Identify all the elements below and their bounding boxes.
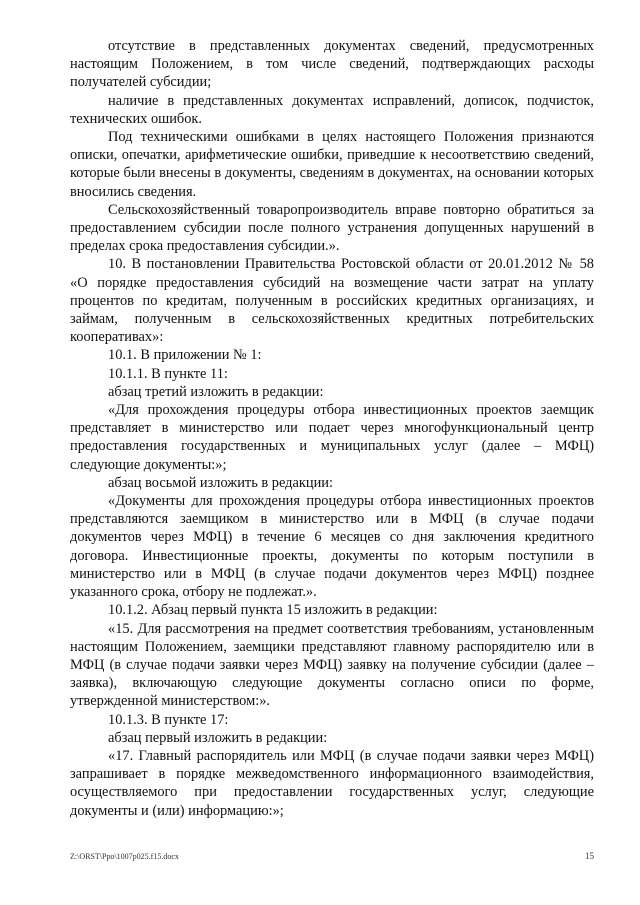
paragraph: «17. Главный распорядитель или МФЦ (в случае подачи заявки через МФЦ) запрашивает в порядке межведомственного информационного взаимодействия, осуществляемого при предоставлении государственных услуг, следующие документы и (или) информацию:»;: [70, 747, 594, 819]
paragraph: «15. Для рассмотрения на предмет соответствия требованиям, установленным настоящим Положением, заемщики представляют главному распорядителю или в МФЦ (в случае подачи заявки через МФЦ) заявку на получение субсидии (далее – заявка), включающую следующие документы согласно описи по форме, утвержденной министерством:».: [70, 620, 594, 710]
paragraph: «Документы для прохождения процедуры отбора инвестиционных проектов представляются заемщиком в министерство или в МФЦ (в случае подачи документов через МФЦ) в течение 6 месяцев со дня заключения кредитного договора. Инвестиционные проекты, документы по которым поступили в министерство или в МФЦ (в случае подачи документов через МФЦ) позднее указанного срока, отбору не подлежат.».: [70, 493, 594, 601]
paragraph: отсутствие в представленных документах сведений, предусмотренных настоящим Положением, в том числе сведений, подтверждающих расходы получателей субсидии;: [70, 38, 594, 91]
paragraph: Под техническими ошибками в целях настоящего Положения признаются описки, опечатки, арифметические ошибки, приведшие к несоответствию сведений, которые были внесены в документы, сведениям в документах, на основании которых вносились сведения.: [70, 129, 594, 200]
paragraph: «Для прохождения процедуры отбора инвестиционных проектов заемщик представляет в министерство или подает через многофункциональный центр предоставления государственных и муниципальных услуг (далее – МФЦ) следующие документы:»;: [70, 402, 594, 473]
page-number: 15: [585, 851, 594, 861]
paragraph: Сельскохозяйственный товаропроизводитель вправе повторно обратиться за предоставлением субсидии после полного устранения допущенных нарушений в пределах срока предоставления субсидии.».: [70, 201, 594, 255]
paragraph: 10.1. В приложении № 1:: [108, 347, 262, 364]
paragraph: абзац восьмой изложить в редакции:: [108, 474, 333, 491]
document-body: [70, 37, 594, 820]
paragraph: абзац первый изложить в редакции:: [108, 729, 328, 746]
paragraph: абзац третий изложить в редакции:: [108, 383, 324, 400]
paragraph: 10.1.2. Абзац первый пункта 15 изложить в редакции:: [108, 602, 438, 619]
paragraph: 10.1.3. В пункте 17:: [108, 711, 229, 728]
paragraph: 10. В постановлении Правительства Ростовской области от 20.01.2012 № 58 «О порядке предоставления субсидий на возмещение части затрат на уплату процентов по кредитам, полученным в российских кредитных организациях, и займам, полученным в сельскохозяйственных кредитных потребительских кооперативах»:: [70, 256, 594, 346]
footer-file-path: Z:\ORST\Ppo\1007p025.f15.docx: [70, 852, 179, 861]
paragraph: 10.1.1. В пункте 11:: [108, 365, 228, 382]
paragraph: наличие в представленных документах исправлений, дописок, подчисток, технических ошибок.: [70, 92, 594, 127]
